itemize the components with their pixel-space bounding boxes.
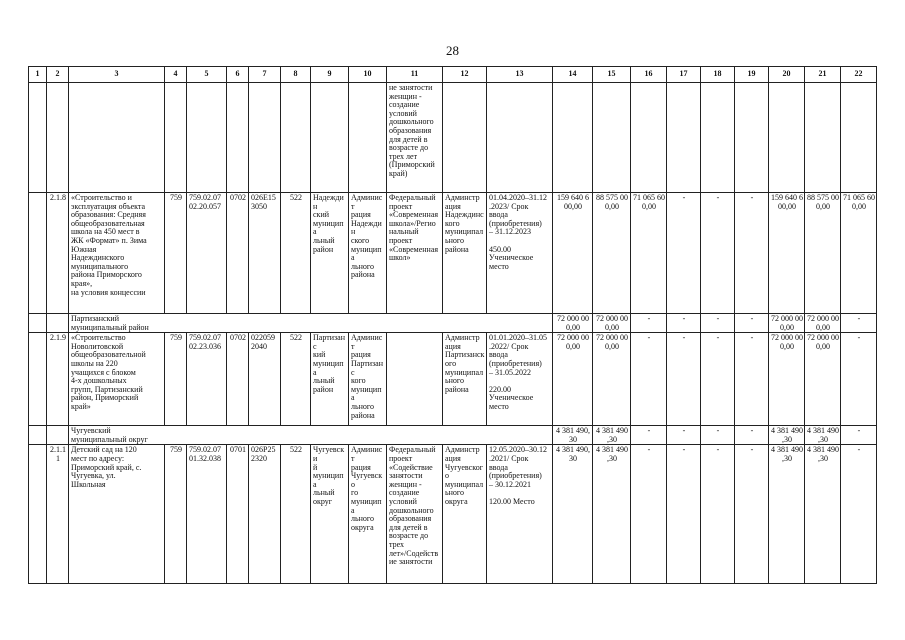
table-cell — [29, 83, 47, 193]
table-cell: 12.05.2020–30.12 .2021/ Срок ввода (приобретения) – 30.12.2021 120.00 Место — [487, 445, 553, 584]
table-cell: - — [701, 426, 735, 445]
header-cell: 20 — [769, 67, 805, 83]
table-cell: - — [841, 314, 877, 333]
table-cell: Админист рация Партизанс кого муниципа льного района — [349, 333, 387, 426]
table-cell: - — [631, 426, 667, 445]
header-cell: 14 — [553, 67, 593, 83]
table-cell: 4 381 490 ,30 — [769, 426, 805, 445]
subtotal-row — [29, 426, 877, 445]
table-cell: - — [701, 314, 735, 333]
header-cell: 1 — [29, 67, 47, 83]
data-table — [28, 66, 877, 584]
header-cell: 8 — [281, 67, 311, 83]
table-cell: 759.02.07 02.23.036 — [187, 333, 227, 426]
table-cell: - — [667, 193, 701, 314]
table-cell: Админстр ация Чугуевског о муниципал ьного округа — [443, 445, 487, 584]
table-cell: 72 000 00 0,00 — [593, 333, 631, 426]
table-cell: - — [667, 426, 701, 445]
header-cell: 21 — [805, 67, 841, 83]
table-cell: - — [735, 333, 769, 426]
table-cell — [29, 193, 47, 314]
table-row — [29, 445, 877, 584]
table-cell: 0702 — [227, 193, 249, 314]
table-cell: - — [701, 193, 735, 314]
table-cell: 72 000 00 0,00 — [805, 314, 841, 333]
table-cell: 4 381 490 ,30 — [593, 445, 631, 584]
table-body — [29, 67, 877, 584]
table-cell: 71 065 60 0,00 — [631, 193, 667, 314]
table-cell: - — [701, 445, 735, 584]
subtotal-label: Партизанский муниципальный район — [69, 314, 553, 333]
table-cell: - — [735, 193, 769, 314]
table-cell — [667, 83, 701, 193]
header-cell: 13 — [487, 67, 553, 83]
header-cell: 4 — [165, 67, 187, 83]
table-cell — [187, 83, 227, 193]
table-cell: 2.1.9 — [47, 333, 69, 426]
table-cell — [29, 445, 47, 584]
table-cell: - — [631, 314, 667, 333]
table-cell: 72 000 00 0,00 — [769, 314, 805, 333]
table-cell — [281, 83, 311, 193]
table-cell — [29, 333, 47, 426]
table-cell: не занятости женщин - создание условий дошкольного образования для детей в возрасте до трех лет (Приморский край) — [387, 83, 443, 193]
table-cell: Админстр ация Партизанск ого муниципал ьного района — [443, 333, 487, 426]
table-cell: 4 381 490 ,30 — [593, 426, 631, 445]
subtotal-label: Чугуевский муниципальный округ — [69, 426, 553, 445]
header-cell: 22 — [841, 67, 877, 83]
table-cell: Федеральный проект «Содействие занятости женщин - создание условий дошкольного образования для детей в возрасте до трех лет»/Содейств ие занятости — [387, 445, 443, 584]
table-cell: 72 000 00 0,00 — [769, 333, 805, 426]
table-cell: 72 000 00 0,00 — [553, 314, 593, 333]
table-cell: - — [631, 445, 667, 584]
table-cell: - — [841, 426, 877, 445]
table-cell — [735, 83, 769, 193]
table-cell: Админист рация Надеждин ского муниципа льного района — [349, 193, 387, 314]
table-cell: - — [667, 333, 701, 426]
table-cell — [553, 83, 593, 193]
table-cell: Админист рация Чугуевско го муниципа льного округа — [349, 445, 387, 584]
table-cell: 01.01.2020–31.05 .2022/ Срок ввода (приобретения) – 31.05.2022 220.00 Ученическое место — [487, 333, 553, 426]
table-cell: 759 — [165, 193, 187, 314]
table-cell — [631, 83, 667, 193]
header-cell: 7 — [249, 67, 281, 83]
table-cell: 159 640 6 00,00 — [769, 193, 805, 314]
table-cell: - — [631, 333, 667, 426]
header-cell: 2 — [47, 67, 69, 83]
table-cell: 026P25 2320 — [249, 445, 281, 584]
table-cell — [29, 426, 47, 445]
table-cell — [47, 314, 69, 333]
header-cell: 18 — [701, 67, 735, 83]
table-cell: 72 000 00 0,00 — [805, 333, 841, 426]
table-cell — [841, 83, 877, 193]
header-cell: 16 — [631, 67, 667, 83]
table-cell: Чугуевски й муниципа льный округ — [311, 445, 349, 584]
table-cell — [47, 83, 69, 193]
table-row — [29, 83, 877, 193]
header-cell: 10 — [349, 67, 387, 83]
table-cell — [487, 83, 553, 193]
table-cell — [593, 83, 631, 193]
header-cell: 11 — [387, 67, 443, 83]
table-cell: «Строительство и эксплуатация объекта образования: Средняя общеобразовательная школа на 450 мест в ЖК «Формат» п. Зима Южная Надеждинского муниципального района Приморского края», на условия концессии — [69, 193, 165, 314]
table-cell: - — [735, 426, 769, 445]
table-cell: Федеральный проект «Современная школа»/Регио нальный проект «Современная школ» — [387, 193, 443, 314]
table-cell — [69, 83, 165, 193]
table-cell: 2.1.11 — [47, 445, 69, 584]
table-cell: 4 381 490 ,30 — [805, 426, 841, 445]
table-cell: 2.1.8 — [47, 193, 69, 314]
table-cell: - — [701, 333, 735, 426]
table-cell — [47, 426, 69, 445]
table-cell: Надеждин ский муниципа льный район — [311, 193, 349, 314]
header-cell: 6 — [227, 67, 249, 83]
table-cell: 72 000 00 0,00 — [553, 333, 593, 426]
table-cell: 71 065 60 0,00 — [841, 193, 877, 314]
table-row — [29, 193, 877, 314]
table-cell: 759 — [165, 333, 187, 426]
table-cell: 759 — [165, 445, 187, 584]
table-cell — [805, 83, 841, 193]
table-cell: - — [841, 445, 877, 584]
table-row — [29, 333, 877, 426]
table-cell: 759.02.07 02.20.057 — [187, 193, 227, 314]
table-cell: 159 640 6 00,00 — [553, 193, 593, 314]
table-cell: 0701 — [227, 445, 249, 584]
table-cell: 0702 — [227, 333, 249, 426]
table-cell: - — [667, 314, 701, 333]
table-cell: 72 000 00 0,00 — [593, 314, 631, 333]
table-cell — [165, 83, 187, 193]
table-cell: 522 — [281, 193, 311, 314]
header-cell: 9 — [311, 67, 349, 83]
table-cell: - — [841, 333, 877, 426]
table-cell — [29, 314, 47, 333]
table-cell: Детский сад на 120 мест по адресу: Приморский край, с. Чугуевка, ул. Школьная — [69, 445, 165, 584]
table-cell — [349, 83, 387, 193]
table-cell: Админстр ация Надеждинс кого муниципал ьного района — [443, 193, 487, 314]
table-cell: - — [735, 445, 769, 584]
header-cell: 19 — [735, 67, 769, 83]
table-cell: «Строительство Новолитовской общеобразовательной школы на 220 учащихся с блоком 4-х дошкольных групп, Партизанский район, Приморский край» — [69, 333, 165, 426]
header-cell: 15 — [593, 67, 631, 83]
table-cell: Партизанс кий муниципа льный район — [311, 333, 349, 426]
table-cell — [701, 83, 735, 193]
table-cell: 759.02.07 01.32.038 — [187, 445, 227, 584]
table-cell — [227, 83, 249, 193]
table-cell: 522 — [281, 445, 311, 584]
table-cell: 01.04.2020–31.12 .2023/ Срок ввода (приобретения) – 31.12.2023 450.00 Ученическое место — [487, 193, 553, 314]
table-cell — [387, 333, 443, 426]
table-cell: 022059 2040 — [249, 333, 281, 426]
header-cell: 17 — [667, 67, 701, 83]
header-cell: 12 — [443, 67, 487, 83]
table-cell: 4 381 490, 30 — [553, 445, 593, 584]
table-cell — [443, 83, 487, 193]
table-cell — [769, 83, 805, 193]
table-cell: 522 — [281, 333, 311, 426]
page-number: 28 — [446, 43, 459, 58]
table-cell: 4 381 490 ,30 — [769, 445, 805, 584]
subtotal-row — [29, 314, 877, 333]
table-cell: 4 381 490, 30 — [553, 426, 593, 445]
table-cell: 88 575 00 0,00 — [593, 193, 631, 314]
header-cell: 3 — [69, 67, 165, 83]
table-cell: - — [667, 445, 701, 584]
header-row — [29, 67, 877, 83]
table-cell: - — [735, 314, 769, 333]
table-cell: 4 381 490 ,30 — [805, 445, 841, 584]
table-cell — [311, 83, 349, 193]
table-cell — [249, 83, 281, 193]
header-cell: 5 — [187, 67, 227, 83]
table-cell: 026E15 3050 — [249, 193, 281, 314]
table-cell: 88 575 00 0,00 — [805, 193, 841, 314]
